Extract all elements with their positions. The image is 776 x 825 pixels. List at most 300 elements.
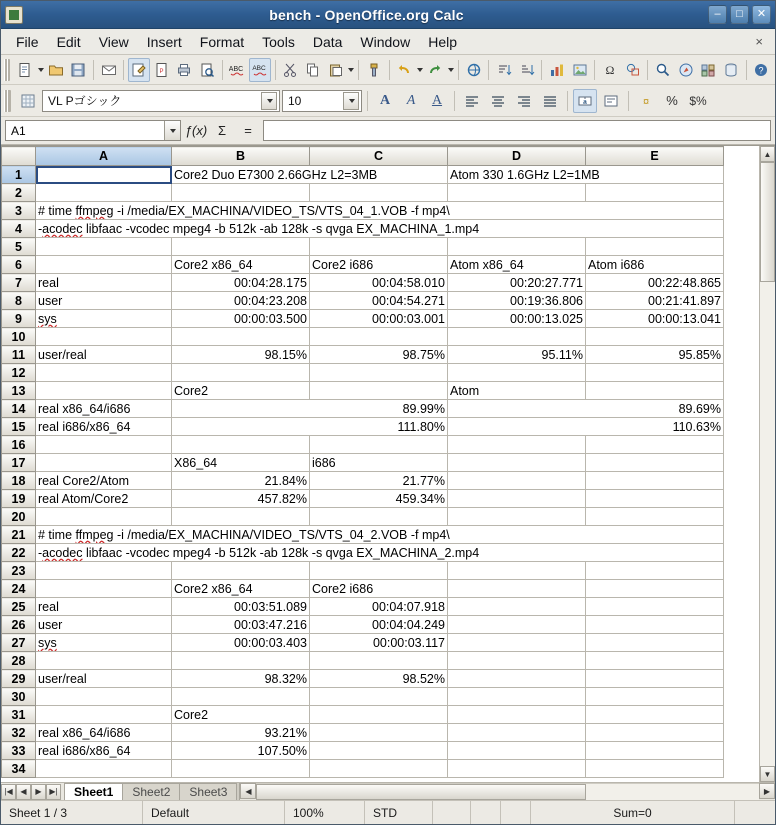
spreadsheet-grid[interactable] [1,146,724,778]
cell-C19[interactable]: 459.34% [310,490,448,508]
cell-E32[interactable] [586,724,724,742]
paste-icon[interactable] [325,58,347,82]
row-header-25[interactable]: 25 [2,598,36,616]
redo-icon[interactable] [424,58,446,82]
table-row[interactable] [2,454,724,472]
cell-A19[interactable]: real Atom/Core2 [36,490,172,508]
chart-icon[interactable] [546,58,568,82]
table-row[interactable] [2,436,724,454]
table-row[interactable] [2,166,724,184]
row-header-7[interactable]: 7 [2,274,36,292]
cell-A4[interactable]: -acodec libfaac -vcodec mpeg4 -b 512k -ab 128k -s qvga EX_MACHINA_1.mp4 [36,220,724,238]
cell-D11[interactable]: 95.11% [448,346,586,364]
cell-A20[interactable] [36,508,172,526]
status-selection-mode[interactable] [433,801,471,824]
navigator-icon[interactable] [675,58,697,82]
cell-A30[interactable] [36,688,172,706]
table-row[interactable] [2,382,724,400]
sheet-tab-sheet2[interactable]: Sheet2 [122,783,180,800]
close-button[interactable]: ✕ [752,5,771,24]
row-header-23[interactable]: 23 [2,562,36,580]
copy-icon[interactable] [302,58,324,82]
cell-D12[interactable] [448,364,586,382]
row-header-13[interactable]: 13 [2,382,36,400]
cell-A34[interactable] [36,760,172,778]
row-header-6[interactable]: 6 [2,256,36,274]
scroll-down-icon[interactable]: ▼ [760,766,775,782]
cell-E8[interactable]: 00:21:41.897 [586,292,724,310]
cell-C25[interactable]: 00:04:07.918 [310,598,448,616]
cell-D9[interactable]: 00:00:13.025 [448,310,586,328]
row-header-34[interactable]: 34 [2,760,36,778]
cell-E16[interactable] [586,436,724,454]
cell-C9[interactable]: 00:00:03.001 [310,310,448,328]
cell-B11[interactable]: 98.15% [172,346,310,364]
cell-A31[interactable] [36,706,172,724]
vertical-scrollbar[interactable] [759,146,775,782]
cell-A29[interactable]: user/real [36,670,172,688]
cell-B15[interactable]: 111.80% [172,418,448,436]
table-row[interactable] [2,220,724,238]
cell-E24[interactable] [586,580,724,598]
cell-C23[interactable] [310,562,448,580]
cell-C28[interactable] [310,652,448,670]
first-sheet-icon[interactable]: |◀ [1,784,16,800]
table-row[interactable] [2,688,724,706]
cell-C16[interactable] [310,436,448,454]
new-document-dropdown-icon[interactable] [38,68,44,72]
font-name-combo[interactable] [42,90,280,112]
cell-E31[interactable] [586,706,724,724]
row-header-28[interactable]: 28 [2,652,36,670]
cell-E6[interactable]: Atom i686 [586,256,724,274]
table-row[interactable] [2,580,724,598]
font-size-dropdown-icon[interactable] [343,92,359,110]
cell-D28[interactable] [448,652,586,670]
row-header-32[interactable]: 32 [2,724,36,742]
row-header-1[interactable]: 1 [2,166,36,184]
table-row[interactable] [2,652,724,670]
table-row[interactable] [2,202,724,220]
cell-A16[interactable] [36,436,172,454]
open-icon[interactable] [45,58,67,82]
menu-view[interactable]: View [98,33,129,50]
cell-B28[interactable] [172,652,310,670]
cell-D18[interactable] [448,472,586,490]
number-format-icon[interactable]: $% [689,93,707,108]
cell-B34[interactable] [172,760,310,778]
cell-A22[interactable]: -acodec libfaac -vcodec mpeg4 -b 512k -ab 128k -s qvga EX_MACHINA_2.mp4 [36,544,724,562]
table-row[interactable] [2,274,724,292]
cell-B7[interactable]: 00:04:28.175 [172,274,310,292]
table-row[interactable] [2,544,724,562]
cell-B17[interactable]: X86_64 [172,454,310,472]
table-row[interactable] [2,634,724,652]
new-document-icon[interactable] [14,58,36,82]
cell-C18[interactable]: 21.77% [310,472,448,490]
cell-A14[interactable]: real x86_64/i686 [36,400,172,418]
row-header-12[interactable]: 12 [2,364,36,382]
cell-E7[interactable]: 00:22:48.865 [586,274,724,292]
cell-A23[interactable] [36,562,172,580]
row-header-15[interactable]: 15 [2,418,36,436]
cell-A7[interactable]: real [36,274,172,292]
column-header-c[interactable]: C [310,147,448,166]
cell-B10[interactable] [172,328,310,346]
cell-D25[interactable] [448,598,586,616]
cell-A28[interactable] [36,652,172,670]
menu-tools[interactable]: Tools [262,33,295,50]
font-name-dropdown-icon[interactable] [261,92,277,110]
table-row[interactable] [2,256,724,274]
cell-D33[interactable] [448,742,586,760]
cell-E27[interactable] [586,634,724,652]
email-document-icon[interactable] [98,58,120,82]
menu-window[interactable]: Window [360,33,411,50]
cell-D20[interactable] [448,508,586,526]
spelling-icon[interactable] [227,58,249,82]
cell-A33[interactable]: real i686/x86_64 [36,742,172,760]
cell-B30[interactable] [172,688,310,706]
cell-E28[interactable] [586,652,724,670]
cell-C1[interactable]: Atom 330 1.6GHz L2=1MB [448,166,724,184]
row-header-4[interactable]: 4 [2,220,36,238]
status-zoom[interactable]: 100% [285,801,365,824]
redo-dropdown-icon[interactable] [448,68,454,72]
sort-ascending-icon[interactable] [493,58,515,82]
horizontal-scrollbar[interactable] [240,783,775,800]
cell-B27[interactable]: 00:00:03.403 [172,634,310,652]
column-header-d[interactable]: D [448,147,586,166]
cell-A2[interactable] [36,184,172,202]
row-header-19[interactable]: 19 [2,490,36,508]
print-preview-icon[interactable] [196,58,218,82]
row-header-29[interactable]: 29 [2,670,36,688]
cell-C13[interactable] [310,382,448,400]
cell-C6[interactable]: Core2 i686 [310,256,448,274]
autospellcheck-icon[interactable] [249,58,271,82]
cut-icon[interactable] [280,58,302,82]
cell-D8[interactable]: 00:19:36.806 [448,292,586,310]
cell-C2[interactable] [310,184,448,202]
table-row[interactable] [2,562,724,580]
undo-icon[interactable] [394,58,416,82]
cell-E17[interactable] [586,454,724,472]
cell-C12[interactable] [310,364,448,382]
name-box[interactable] [5,120,181,141]
cell-D30[interactable] [448,688,586,706]
save-icon[interactable] [67,58,89,82]
name-box-dropdown-icon[interactable] [164,121,180,140]
cell-D5[interactable] [448,238,586,256]
align-justified-icon[interactable] [538,89,562,113]
table-row[interactable] [2,598,724,616]
cell-E2[interactable] [586,184,724,202]
cell-B20[interactable] [172,508,310,526]
cell-D29[interactable] [448,670,586,688]
row-header-9[interactable]: 9 [2,310,36,328]
edit-file-icon[interactable] [128,58,150,82]
cell-C14[interactable]: 89.69% [448,400,724,418]
cell-C20[interactable] [310,508,448,526]
table-row[interactable] [2,742,724,760]
cell-C8[interactable]: 00:04:54.271 [310,292,448,310]
table-row[interactable] [2,616,724,634]
next-sheet-icon[interactable]: ▶ [31,784,46,800]
table-row[interactable] [2,670,724,688]
align-center-icon[interactable] [486,89,510,113]
menu-file[interactable]: File [16,33,39,50]
cell-B24[interactable]: Core2 x86_64 [172,580,310,598]
minimize-button[interactable]: – [708,5,727,24]
cell-E18[interactable] [586,472,724,490]
table-row[interactable] [2,292,724,310]
find-replace-icon[interactable] [652,58,674,82]
cell-A25[interactable]: real [36,598,172,616]
row-header-10[interactable]: 10 [2,328,36,346]
cell-A12[interactable] [36,364,172,382]
clone-formatting-icon[interactable] [363,58,385,82]
cell-C30[interactable] [310,688,448,706]
row-header-21[interactable]: 21 [2,526,36,544]
cell-A24[interactable] [36,580,172,598]
cell-E29[interactable] [586,670,724,688]
cell-A9[interactable]: sys [36,310,172,328]
cell-E33[interactable] [586,742,724,760]
cell-B33[interactable]: 107.50% [172,742,310,760]
cell-D23[interactable] [448,562,586,580]
row-header-17[interactable]: 17 [2,454,36,472]
cell-E9[interactable]: 00:00:13.041 [586,310,724,328]
merge-cells-icon[interactable] [573,89,597,113]
cell-A1[interactable] [36,166,172,184]
table-row[interactable] [2,418,724,436]
table-row[interactable] [2,238,724,256]
table-row[interactable] [2,490,724,508]
cell-B31[interactable]: Core2 [172,706,310,724]
row-header-14[interactable]: 14 [2,400,36,418]
cell-D19[interactable] [448,490,586,508]
cell-E10[interactable] [586,328,724,346]
sort-descending-icon[interactable] [516,58,538,82]
formatbar-grip[interactable] [4,90,11,112]
cell-A32[interactable]: real x86_64/i686 [36,724,172,742]
table-row[interactable] [2,472,724,490]
cell-B26[interactable]: 00:03:47.216 [172,616,310,634]
cell-D6[interactable]: Atom x86_64 [448,256,586,274]
cell-B14[interactable]: 89.99% [172,400,448,418]
cell-D31[interactable] [448,706,586,724]
print-icon[interactable] [173,58,195,82]
cell-D13[interactable]: Atom [448,382,586,400]
function-wizard-icon[interactable]: ƒ(x) [184,123,208,138]
row-header-11[interactable]: 11 [2,346,36,364]
cell-E23[interactable] [586,562,724,580]
align-left-icon[interactable] [460,89,484,113]
cell-A17[interactable] [36,454,172,472]
cell-A10[interactable] [36,328,172,346]
status-insert-mode[interactable]: STD [365,801,433,824]
export-pdf-icon[interactable] [151,58,173,82]
table-row[interactable] [2,364,724,382]
cell-A21[interactable]: # time ffmpeg -i /media/EX_MACHINA/VIDEO_TS/VTS_04_2.VOB -f mp4\ [36,526,724,544]
italic-icon[interactable]: A [406,92,416,108]
table-row[interactable] [2,724,724,742]
cell-B18[interactable]: 21.84% [172,472,310,490]
cell-B32[interactable]: 93.21% [172,724,310,742]
cell-C33[interactable] [310,742,448,760]
hyperlink-icon[interactable] [463,58,485,82]
row-header-20[interactable]: 20 [2,508,36,526]
cell-C10[interactable] [310,328,448,346]
last-sheet-icon[interactable]: ▶| [46,784,61,800]
undo-dropdown-icon[interactable] [417,68,423,72]
cell-B16[interactable] [172,436,310,454]
hscroll-thumb[interactable] [256,784,586,800]
data-sources-icon[interactable] [720,58,742,82]
document-close-icon[interactable]: × [755,34,763,49]
cell-C27[interactable]: 00:00:03.117 [310,634,448,652]
scroll-left-icon[interactable]: ◀ [240,783,256,799]
cell-D17[interactable] [448,454,586,472]
cell-A8[interactable]: user [36,292,172,310]
cell-B5[interactable] [172,238,310,256]
styles-icon[interactable] [16,89,40,113]
font-size-combo[interactable] [282,90,362,112]
sheet-tab-sheet3[interactable]: Sheet3 [179,783,237,800]
cell-E12[interactable] [586,364,724,382]
cell-A26[interactable]: user [36,616,172,634]
menu-insert[interactable]: Insert [146,33,182,50]
vscroll-track[interactable] [760,162,775,766]
cell-D24[interactable] [448,580,586,598]
cell-E11[interactable]: 95.85% [586,346,724,364]
table-row[interactable] [2,328,724,346]
underline-icon[interactable]: A [431,92,443,108]
cell-C34[interactable] [310,760,448,778]
wrap-text-icon[interactable] [599,89,623,113]
cell-B6[interactable]: Core2 x86_64 [172,256,310,274]
cell-B19[interactable]: 457.82% [172,490,310,508]
draw-functions-icon[interactable] [622,58,644,82]
cell-E34[interactable] [586,760,724,778]
cell-B29[interactable]: 98.32% [172,670,310,688]
row-header-33[interactable]: 33 [2,742,36,760]
cell-A6[interactable] [36,256,172,274]
cell-A5[interactable] [36,238,172,256]
cell-B2[interactable] [172,184,310,202]
cell-C7[interactable]: 00:04:58.010 [310,274,448,292]
scroll-right-icon[interactable]: ▶ [759,783,775,799]
cell-D27[interactable] [448,634,586,652]
row-header-16[interactable]: 16 [2,436,36,454]
cell-E26[interactable] [586,616,724,634]
column-header-a[interactable]: A [36,147,172,166]
cell-E25[interactable] [586,598,724,616]
cell-B9[interactable]: 00:00:03.500 [172,310,310,328]
row-header-8[interactable]: 8 [2,292,36,310]
menu-help[interactable]: Help [428,33,457,50]
row-header-30[interactable]: 30 [2,688,36,706]
cell-C24[interactable]: Core2 i686 [310,580,448,598]
cell-C11[interactable]: 98.75% [310,346,448,364]
cell-A27[interactable]: sys [36,634,172,652]
cell-D7[interactable]: 00:20:27.771 [448,274,586,292]
row-header-31[interactable]: 31 [2,706,36,724]
cell-C26[interactable]: 00:04:04.249 [310,616,448,634]
table-row[interactable] [2,184,724,202]
cell-A15[interactable]: real i686/x86_64 [36,418,172,436]
table-row[interactable] [2,400,724,418]
cell-C29[interactable]: 98.52% [310,670,448,688]
maximize-button[interactable]: □ [730,5,749,24]
cell-D2[interactable] [448,184,586,202]
cell-A18[interactable]: real Core2/Atom [36,472,172,490]
status-resize-grip[interactable] [735,801,775,824]
insert-image-icon[interactable] [569,58,591,82]
paste-dropdown-icon[interactable] [348,68,354,72]
row-header-2[interactable]: 2 [2,184,36,202]
row-header-24[interactable]: 24 [2,580,36,598]
cell-E30[interactable] [586,688,724,706]
cell-E19[interactable] [586,490,724,508]
input-line[interactable] [263,120,771,141]
currency-format-icon[interactable] [634,89,658,113]
bold-icon[interactable]: A [379,92,391,108]
align-right-icon[interactable] [512,89,536,113]
special-character-icon[interactable] [599,58,621,82]
row-header-5[interactable]: 5 [2,238,36,256]
gallery-icon[interactable] [697,58,719,82]
table-row[interactable] [2,706,724,724]
cell-C32[interactable] [310,724,448,742]
cell-C15[interactable]: 110.63% [448,418,724,436]
table-row[interactable] [2,310,724,328]
row-header-22[interactable]: 22 [2,544,36,562]
menu-format[interactable]: Format [199,33,245,50]
column-header-e[interactable]: E [586,147,724,166]
row-header-3[interactable]: 3 [2,202,36,220]
row-header-26[interactable]: 26 [2,616,36,634]
vscroll-thumb[interactable] [760,162,775,282]
hscroll-track[interactable] [256,783,759,800]
cell-E20[interactable] [586,508,724,526]
percent-format-icon[interactable]: % [666,93,678,108]
cell-C31[interactable] [310,706,448,724]
cell-B13[interactable]: Core2 [172,382,310,400]
sum-icon[interactable]: Σ [217,123,227,138]
cell-E5[interactable] [586,238,724,256]
cell-D26[interactable] [448,616,586,634]
cell-D16[interactable] [448,436,586,454]
cell-A11[interactable]: user/real [36,346,172,364]
table-row[interactable] [2,760,724,778]
cell-D32[interactable] [448,724,586,742]
table-row[interactable] [2,526,724,544]
cell-B12[interactable] [172,364,310,382]
scroll-up-icon[interactable]: ▲ [760,146,775,162]
sheet-tab-sheet1[interactable]: Sheet1 [64,783,123,800]
menu-data[interactable]: Data [312,33,343,50]
cell-B23[interactable] [172,562,310,580]
help-icon[interactable] [751,58,773,82]
table-row[interactable] [2,508,724,526]
cell-E13[interactable] [586,382,724,400]
row-header-18[interactable]: 18 [2,472,36,490]
row-header-27[interactable]: 27 [2,634,36,652]
prev-sheet-icon[interactable]: ◀ [16,784,31,800]
cell-C17[interactable]: i686 [310,454,448,472]
